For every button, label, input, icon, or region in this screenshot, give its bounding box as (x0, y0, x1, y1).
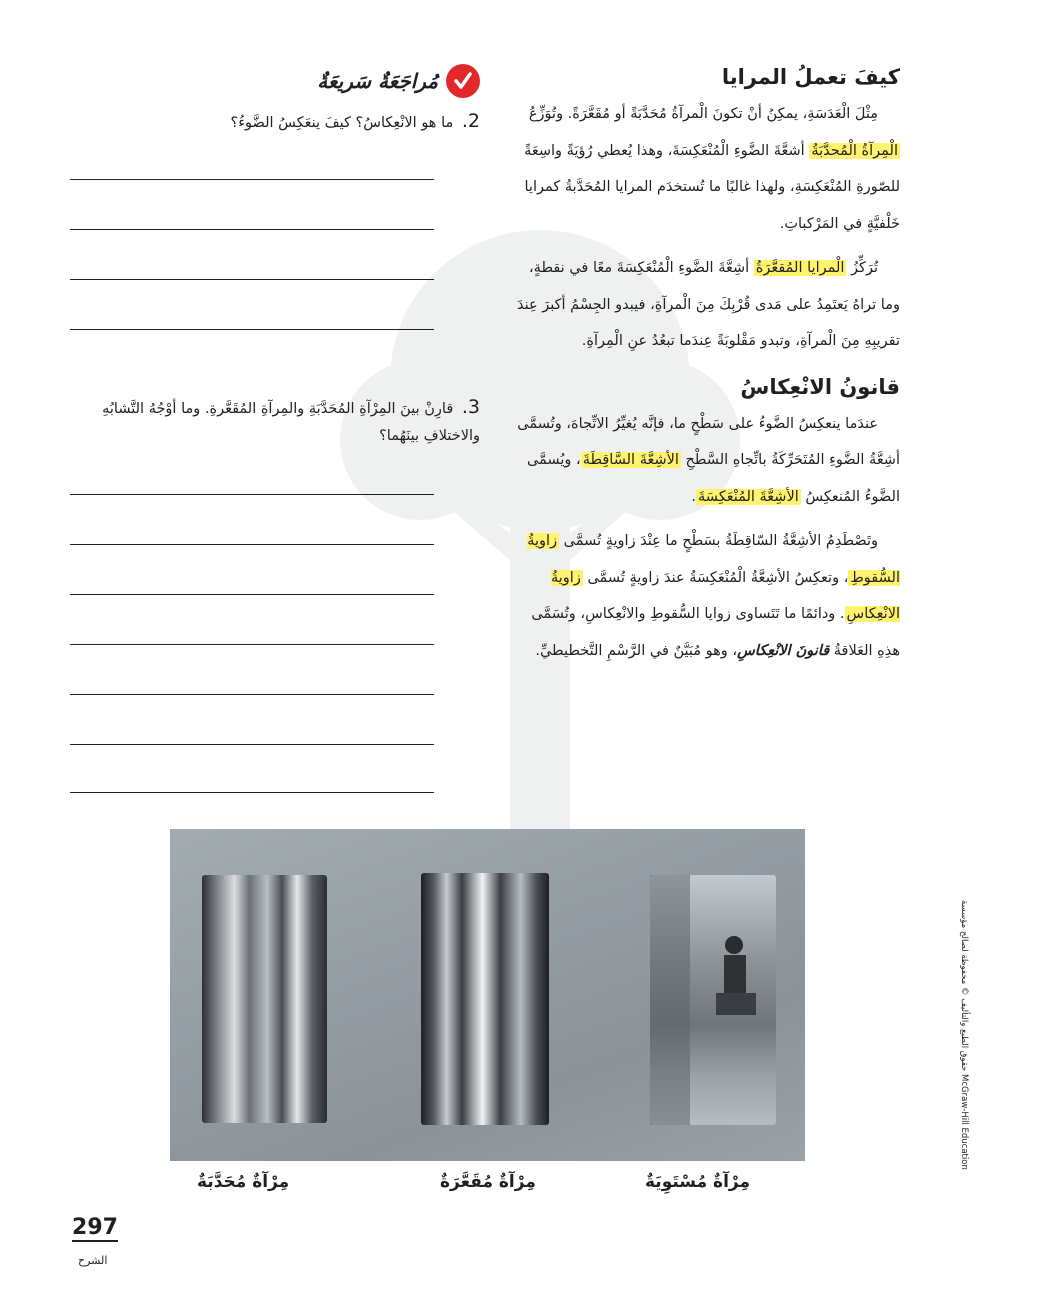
concave-mirror-image (421, 873, 549, 1125)
heading-how-mirrors-work: كيفَ تعملُ المرايا (721, 65, 900, 89)
question-2 (70, 108, 480, 137)
question-3-number: 3. (461, 396, 480, 418)
section-label: الشرح (78, 1254, 108, 1267)
caption-flat: مِرْآةٌ مُسْتَوِيَةٌ (645, 1172, 750, 1192)
question-3-text: قارِنْ بينَ المِرْآةِ المُحَدَّبَةِ والمِرآةِ المُقَعَّرةِ. وما أوْجُهُ التَّشابُهِ والاختلافِ بينَهُما؟ (102, 401, 480, 444)
answer-line[interactable] (70, 494, 434, 495)
paragraph-concave: تُرَكِّزُ الْمرايا المُقعَّرَةُ أشِعَّةَ الضَّوءِ الْمُنْعَكِسَةَ معًا في نقطةٍ، وما تراهُ يَعتَمِدُ على مَدى قُرْبِكَ مِنَ الْمرآةِ، فيبدو الجِسْمُ أكبرَ عِندَ تقريبِهِ مِنَ الْمرآةِ، وتبدو مَقْلوبَةً عِندَما تبعُدُ عنِ الْمِرآةِ. (517, 260, 900, 349)
caption-convex: مِرْآةٌ مُحَدَّبَةٌ (197, 1172, 290, 1192)
highlight-angle-of-incidence: زاويةُ السُّقوطِ (527, 533, 900, 586)
answer-line[interactable] (70, 792, 434, 793)
answer-line[interactable] (70, 594, 434, 595)
main-text-column (508, 62, 900, 669)
copyright-text: حقوق الطبع والتأليف © محفوظة لصالح مؤسسة McGraw-Hill Education (959, 900, 969, 1170)
question-3 (70, 394, 480, 450)
answer-line[interactable] (70, 329, 434, 330)
answer-line[interactable] (70, 279, 434, 280)
answer-line[interactable] (70, 229, 434, 230)
checkmark-icon (446, 64, 480, 98)
caption-concave: مِرْآةٌ مُقَعَّرَةٌ (440, 1172, 536, 1192)
paragraph-angles: وتَصْطَدِمُ الأشِعَّةُ السّاقِطَةُ بسَطْحٍ ما عِنْدَ زاويةٍ تُسمَّى زاويةُ السُّقوطِ، وتعكِسُ الأشِعَّةُ الْمُنْعَكِسَةُ عندَ زاويةٍ تُسمَّى زاويةُ الانْعِكاسِ. ودائمًا ما تَتَساوى زوايا السُّقوطِ والانْعِكاسِ، وتُسَمَّى هذِهِ العَلاقةُ قانونَ الانْعِكاسِ، وهو مُبَيَّنٌ في الرَّسْمِ التَّخطيطيِّ. (527, 533, 900, 659)
highlight-convex-mirror: الْمِرآةُ الْمُحدَّبَةُ (811, 142, 898, 159)
mirrors-photo (170, 829, 805, 1161)
paragraph-incident-rays: عندَما ينعكِسُ الضَّوءُ على سَطْحٍ ما، فإنَّه يُغيِّرُ الاتِّجاهَ، وتُسمَّى أشِعَّةُ الضَّوءِ المُتَحَرِّكَةُ باتِّجاهِ السَّطْحِ الأشِعَّةَ السَّاقِطَةَ، ويُسمَّى الضَّوءُ المُنعكِسُ الأشِعَّةَ المُنْعَكِسَةَ. (517, 415, 900, 505)
highlight-concave-mirror: الْمرايا المُقعَّرَةُ (755, 260, 845, 276)
highlight-reflected-rays: الأشِعَّةَ المُنْعَكِسَةَ (698, 488, 799, 505)
answer-line[interactable] (70, 744, 434, 745)
answer-line[interactable] (70, 694, 434, 695)
page-number: 297 (72, 1215, 118, 1240)
question-2-text: ما هو الانْعِكاسُ؟ كيفَ ينعَكِسُ الضَّوءُ؟ (230, 115, 454, 131)
review-title: مُراجَعَةٌ سَريعَةٌ (317, 69, 438, 93)
answer-line[interactable] (70, 179, 434, 180)
reflection-figure (650, 875, 776, 1125)
question-2-number: 2. (461, 110, 480, 132)
highlight-angle-of-reflection: زاويةُ الانْعِكاسِ (551, 569, 900, 622)
flat-mirror-image (650, 875, 776, 1125)
term-law-of-reflection: قانونَ الانْعِكاسِ (737, 642, 830, 659)
heading-law-of-reflection: قانونُ الانْعِكاسُ (740, 374, 900, 399)
highlight-incident-rays: الأشِعَّةَ السَّاقِطَةَ (582, 452, 679, 468)
answer-line[interactable] (70, 644, 434, 645)
answer-line[interactable] (70, 544, 434, 545)
review-header (317, 64, 480, 98)
convex-mirror-image (202, 875, 327, 1123)
paragraph-convex: مِثْلَ الْعَدَسَةِ، يمكِنُ أنْ تكونَ الْمرآةُ مُحَدَّبَةً أو مُقَعَّرَةً. وتُوَزِّعُ الْمِرآةُ الْمُحدَّبَةُ أشعَّةَ الضَّوءِ الْمُنْعَكِسَةَ، وهذا يُعطي رُؤيَةً واسِعَةً للصّورةِ المُنْعَكِسَةِ، ولهذا غالبًا ما تُستخدَم المرايا المُحَدَّبةُ كمرايا خَلْفيَّةٍ في المَرْكباتِ. (524, 106, 900, 232)
copyright-sidebar (957, 900, 973, 1200)
